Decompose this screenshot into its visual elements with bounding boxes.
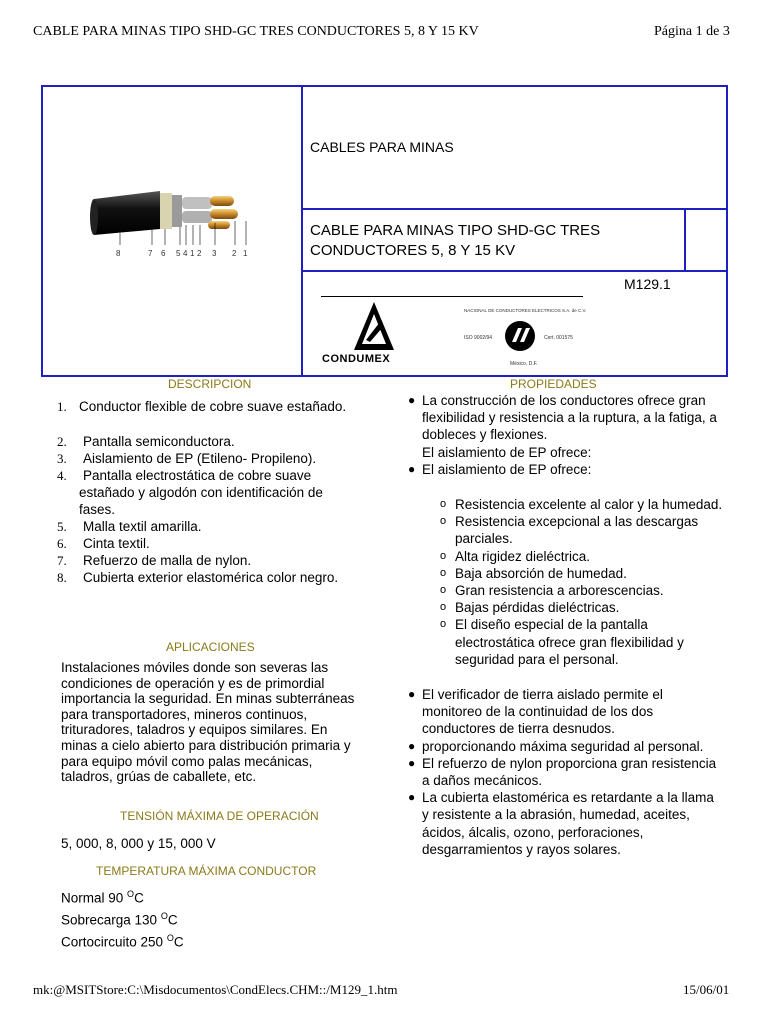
sub-list-item: o Alta rigidez dieléctrica. — [440, 548, 591, 564]
list-item: 3. Aislamiento de EP (Etileno- Propileno). — [57, 451, 317, 466]
list-item: ● El aislamiento de EP ofrece: o Resistencia excelente al calor y la humedad. o Resistencia excepcional a las descargas parciales. o Alta rigidez dieléctrica. o Baja absorción de humedad. o Gran resistencia a arborescencias. o Bajas pérdidas dieléctricas. o El diseño especial de la pantalla electrostática ofrece gran flexibilidad y seguridad para el personal. — [408, 461, 723, 667]
list-item: ● proporcionando máxima seguridad al personal. — [408, 738, 704, 754]
page-number: Página 1 de 3 — [654, 24, 730, 39]
sub-list-item: o Bajas pérdidas dieléctricas. — [440, 600, 620, 616]
sub-list-item: o Resistencia excelente al calor y la humedad. — [440, 497, 723, 513]
sub-list-item: o Resistencia excepcional a las descargas parciales. — [440, 514, 699, 547]
cable-number: 1 — [243, 249, 248, 258]
box-divider-h2 — [301, 270, 726, 272]
cable-part-numbers — [90, 249, 270, 261]
list-item: 8. Cubierta exterior elastomérica color negro. — [57, 570, 339, 585]
cert-number: Cert. 001575 — [544, 335, 573, 341]
properties-list — [408, 392, 723, 858]
list-item: 6. Cinta textil. — [57, 536, 150, 551]
temp-short-circuit: Cortocircuito 250 $^O$C — [61, 933, 184, 950]
sub-list — [422, 496, 723, 668]
box-divider-h1 — [301, 208, 726, 210]
applications-text: Instalaciones móviles donde son severas las condiciones de operación y es de primordial importancia la seguridad. En minas subterráneas para transportadores, mineros continuos, trituradores, taladros y equipos similares. En minas a cielo abierto para distribución primaria y para equipo móvil como palas mecánicas, taladros, grúas de caballete, etc. — [61, 660, 355, 785]
applications-heading: APLICACIONES — [166, 640, 255, 654]
cable-number: 8 — [116, 249, 121, 258]
cable-number: 7 — [148, 249, 153, 258]
list-item: 5. Malla textil amarilla. — [57, 519, 202, 534]
page-header-title: CABLE PARA MINAS TIPO SHD-GC TRES CONDUCTORES 5, 8 Y 15 KV — [33, 24, 479, 39]
cert-city: México, D.F. — [510, 361, 538, 367]
voltage-value: 5, 000, 8, 000 y 15, 000 V — [61, 836, 216, 851]
list-item: 2. Pantalla semiconductora. — [57, 434, 235, 449]
box-divider-small — [684, 208, 686, 272]
voltage-heading: TENSIÓN MÁXIMA DE OPERACIÓN — [120, 809, 319, 823]
product-title: CABLE PARA MINAS TIPO SHD-GC TRES CONDUCTORES 5, 8 Y 15 KV — [310, 222, 601, 259]
cable-number: 2 — [197, 249, 202, 258]
footer-path: mk:@MSITStore:C:\Misdocumentos\CondElecs.CHM::/M129_1.htm — [33, 982, 398, 997]
properties-heading: PROPIEDADES — [510, 377, 597, 391]
description-list — [57, 398, 362, 586]
cable-number: 1 — [190, 249, 195, 258]
list-item: 4. Pantalla electrostática de cobre suave estañado y algodón con identificación de fases. — [57, 468, 323, 517]
list-item: ● La cubierta elastomérica es retardante a la llama y resistente a la abrasión, humedad, aceites, ácidos, álcalis, ozono, perforaciones, desgarramientos y rayos solares. — [408, 790, 714, 857]
list-item: ● El refuerzo de nylon proporciona gran resistencia a daños mecánicos. — [408, 755, 717, 789]
product-code: M129.1 — [624, 276, 671, 292]
brand-name: CONDUMEX — [322, 353, 391, 365]
list-item: 7. Refuerzo de malla de nylon. — [57, 553, 252, 568]
list-item: ● La construcción de los conductores ofrece gran flexibilidad y resistencia a la ruptura, a la fatiga, a dobleces y flexiones. El aislamiento de EP ofrece: — [408, 393, 717, 460]
temp-normal: Normal 90 $^O$C — [61, 889, 144, 906]
cable-number: 2 — [232, 249, 237, 258]
cable-number: 3 — [212, 249, 217, 258]
category-title: CABLES PARA MINAS — [310, 139, 454, 155]
footer-date: 15/06/01 — [683, 982, 730, 997]
condumex-logo — [330, 300, 420, 352]
list-item: ● El verificador de tierra aislado permite el monitoreo de la continuidad de los dos conductores de tierra desnudos. — [408, 687, 663, 737]
temp-overload: Sobrecarga 130 $^O$C — [61, 911, 178, 928]
temperature-heading: TEMPERATURA MÁXIMA CONDUCTOR — [96, 864, 317, 878]
sub-list-item: o El diseño especial de la pantalla electrostática ofrece gran flexibilidad y seguridad para el personal. — [440, 617, 684, 667]
cable-number: 6 — [161, 249, 166, 258]
cert-company: NACIONAL DE CONDUCTORES ELECTRICOS S.A. de C.V. — [464, 308, 587, 313]
cable-number: 4 — [183, 249, 188, 258]
description-heading: DESCRIPCION — [168, 377, 252, 391]
sub-list-item: o Gran resistencia a arborescencias. — [440, 583, 664, 599]
sub-list-item: o Baja absorción de humedad. — [440, 565, 627, 581]
logo-rule — [321, 296, 583, 297]
cert-iso: ISO 9002/94 — [464, 335, 493, 341]
certification-seal-icon — [502, 318, 538, 354]
box-divider-vertical — [301, 85, 303, 377]
list-item: 1. Conductor flexible de cobre suave estañado. — [57, 399, 347, 414]
cable-number: 5 — [176, 249, 181, 258]
